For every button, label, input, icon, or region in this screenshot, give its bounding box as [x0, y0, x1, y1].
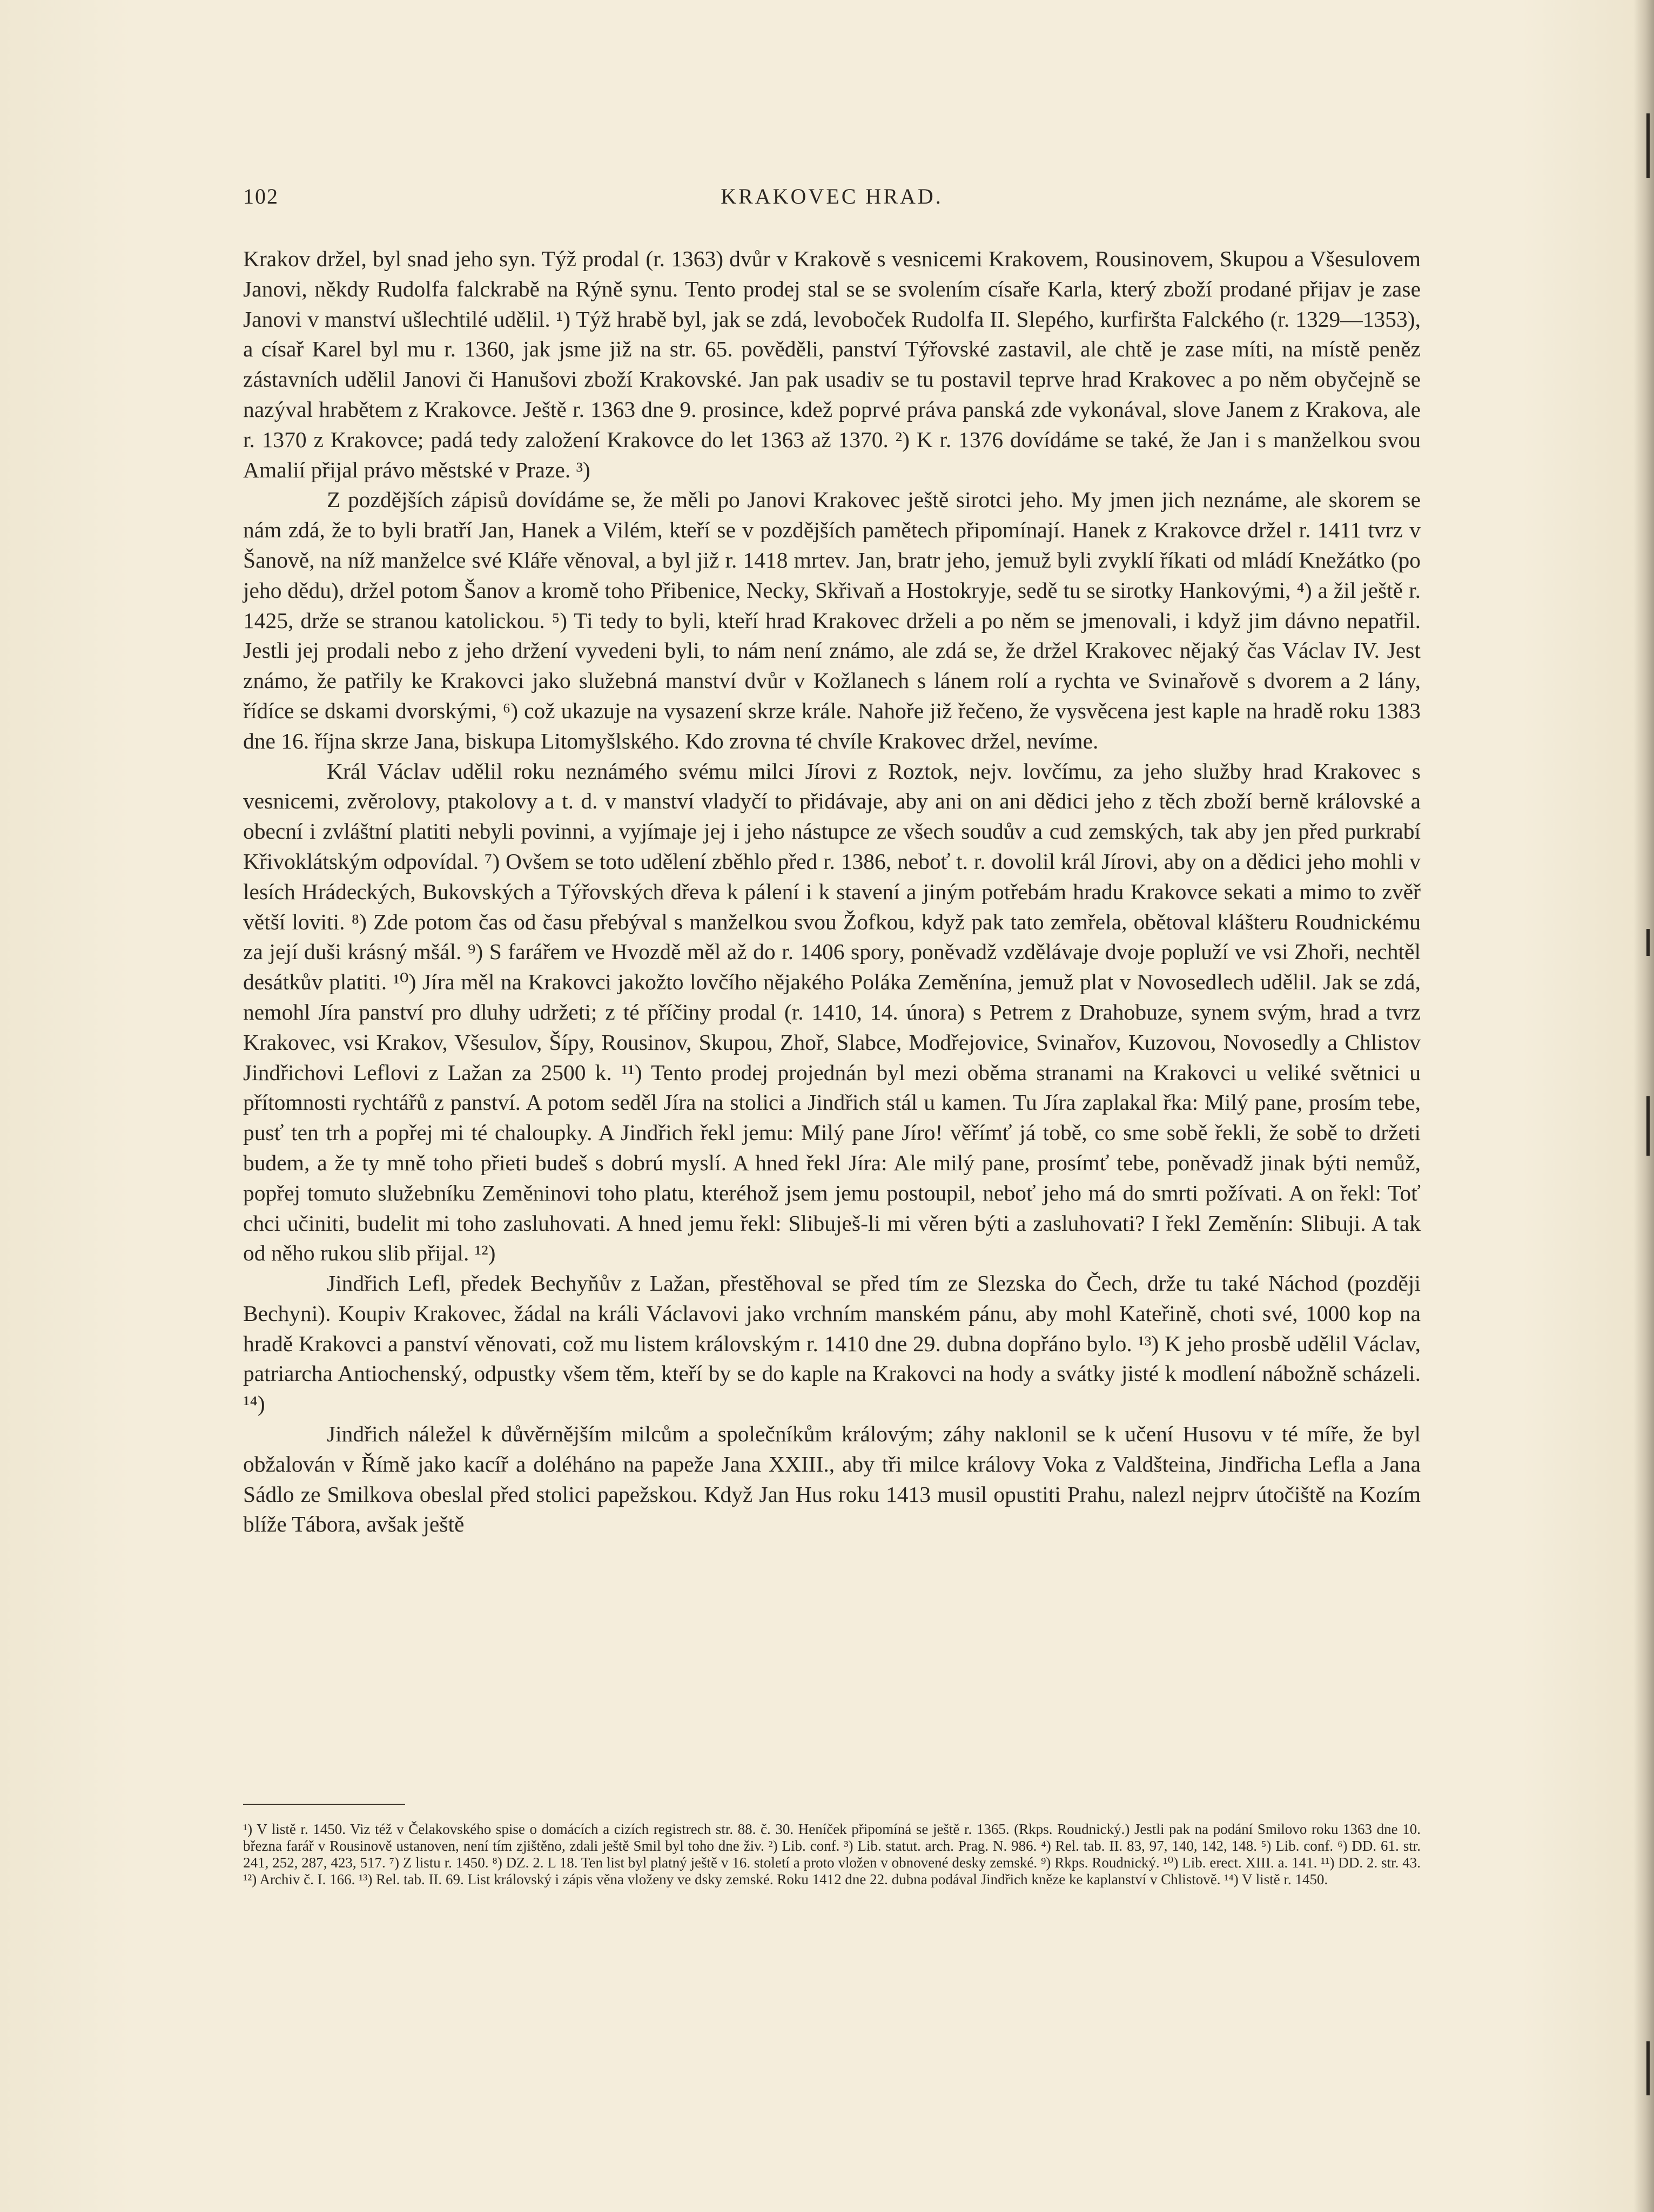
running-title: KRAKOVEC HRAD. — [721, 184, 943, 208]
footnote-divider — [243, 1804, 405, 1805]
edge-mark — [1646, 1096, 1650, 1156]
edge-mark — [1646, 929, 1650, 956]
body-text — [243, 244, 1421, 1540]
footnote-text: ¹) V listě r. 1450. Viz též v Čelakovského spise o domácích a cizích registrech str. 88. č. 30. Heníček připomíná se ještě r. 1365. (Rkps. Roudnický.) Jestli pak na podání Smilovo roku 1363 dne 10. března farář v Rousinově ustanoven, není tím zjištěno, zdali ještě Smil byl toho dne živ. ²) Lib. conf. ³) Lib. statut. arch. Prag. N. 986. ⁴) Rel. tab. II. 83, 97, 140, 142, 148. ⁵) Lib. conf. ⁶) DD. 61. str. 241, 252, 287, 423, 517. ⁷) Z listu r. 1450. ⁸) DZ. 2. L 18. Ten list byl platný ještě v 16. století a proto vložen v obnovené desky zemské. ⁹) Rkps. Roudnický. ¹⁰) Lib. erect. XIII. a. 141. ¹¹) DD. 2. str. 43. ¹²) Archiv č. I. 166. ¹³) Rel. tab. II. 69. List královský i zápis věna vloženy ve dsky zemské. Roku 1412 dne 22. dubna podával Jindřich kněze ke kaplanství v Chlistově. ¹⁴) V listě r. 1450. — [243, 1821, 1421, 1887]
page-edge-shadow — [1633, 0, 1654, 2212]
paragraph: Krakov držel, byl snad jeho syn. Týž prodal (r. 1363) dvůr v Krakově s vesnicemi Krakovem, Rousinovem, Skupou a Všesulovem Janovi, někdy Rudolfa falckrabě na Rýně synu. Tento prodej stal se se svolením císaře Karla, který zboží prodané přijav je zase Janovi v manství ušlechtilé udělil. ¹) Týž hrabě byl, jak se zdá, levoboček Rudolfa II. Slepého, kurfiršta Falckého (r. 1329—1353), a císař Karel byl mu r. 1360, jak jsme již na str. 65. pověděli, panství Týřovské zastavil, ale chtě je zase míti, na místě peněz zástavních udělil Janovi či Hanušovi zboží Krakovské. Jan pak usadiv se tu postavil teprve hrad Krakovec a po něm obyčejně se nazýval hrabětem z Krakovce. Ještě r. 1363 dne 9. prosince, kdež poprvé práva panská zde vykonával, slove Janem z Krakova, ale r. 1370 z Krakovce; padá tedy založení Krakovce do let 1363 až 1370. ²) K r. 1376 dovídáme se také, že Jan i s manželkou svou Amalií přijal právo městské v Praze. ³) — [243, 246, 1421, 482]
edge-mark — [1646, 113, 1650, 178]
paragraph: Jindřich náležel k důvěrnějším milcům a společníkům královým; záhy naklonil se k učení Husovu v té míře, že byl obžalován v Římě jako kacíř a doléháno na papeže Jana XXIII., aby tři milce královy Voka z Valdšteina, Jindřicha Lefla a Jana Sádlo ze Smilkova obeslal před stolici papežskou. Když Jan Hus roku 1413 musil opustiti Prahu, nalezl nejprv útočiště na Kozím blíže Tábora, avšak ještě — [243, 1421, 1421, 1537]
paragraph: Z pozdějších zápisů dovídáme se, že měli po Janovi Krakovec ještě sirotci jeho. My jmen jich neznáme, ale skorem se nám zdá, že to byli bratří Jan, Hanek a Vilém, kteří se v pozdějších pamětech připomínají. Hanek z Krakovce držel r. 1411 tvrz v Šanově, na níž manželce své Kláře věnoval, a byl již r. 1418 mrtev. Jan, bratr jeho, jemuž byli zvyklí říkati od mládí Knežátko (po jeho dědu), držel potom Šanov a kromě toho Přibenice, Necky, Skřivaň a Hostokryje, sedě tu se sirotky Hankovými, ⁴) a žil ještě r. 1425, drže se stranou katolickou. ⁵) Ti tedy to byli, kteří hrad Krakovec drželi a po něm se jmenovali, i když jim dávno nepatřil. Jestli jej prodali nebo z jeho držení vyvedeni byli, to nám není známo, ale zdá se, že držel Krakovec nějaký čas Václav IV. Jest známo, že patřily ke Krakovci jako služebná manství dvůr v Kožlanech s lánem rolí a rychta ve Svinařově s dvorem a 2 lány, řídíce se dskami dvorskými, ⁶) což ukazuje na vysazení skrze krále. Nahoře již řečeno, že vysvěcena jest kaple na hradě roku 1383 dne 16. října skrze Jana, biskupa Litomyšlského. Kdo zrovna té chvíle Krakovec držel, nevíme. — [243, 487, 1421, 753]
running-head — [243, 184, 1421, 216]
page-number: 102 — [243, 184, 279, 208]
footnotes — [243, 1821, 1421, 1888]
paragraph: Jindřich Lefl, předek Bechyňův z Lažan, přestěhoval se před tím ze Slezska do Čech, drže tu také Náchod (později Bechyni). Koupiv Krakovec, žádal na králi Václavovi jako vrchním manském pánu, aby mohl Kateřině, choti své, 1000 kop na hradě Krakovci a panství věnovati, což mu listem královským r. 1410 dne 29. dubna dopřáno bylo. ¹³) K jeho prosbě udělil Václav, patriarcha Antiochenský, odpustky všem těm, kteří by se do kaple na Krakovci na hody a svátky jisté k modlení nábožně scházeli. ¹⁴) — [243, 1271, 1421, 1417]
edge-mark — [1646, 2041, 1650, 2095]
paragraph: Král Václav udělil roku neznámého svému milci Jírovi z Roztok, nejv. lovčímu, za jeho služby hrad Krakovec s vesnicemi, zvěrolovy, ptakolovy a t. d. v manství vladyčí to přidávaje, aby ani on ani dědici jeho z těch zboží berně královské a obecní i zvláštní platiti nebyli povinni, a vyjímaje jej i jeho nástupce ze všech soudův a cud zemských, tak aby jen před purkrabí Křivoklátským odpovídal. ⁷) Ovšem se toto udělení zběhlo před r. 1386, neboť t. r. dovolil král Jírovi, aby on a dědici jeho mohli v lesích Hrádeckých, Bukovských a Týřovských dřeva k pálení i k stavení a jiným potřebám hradu Krakovce sekati a mimo to zvěř větší loviti. ⁸) Zde potom čas od času přebýval s manželkou svou Žofkou, když pak tato zemřela, obětoval klášteru Roudnickému za její duši krásný mšál. ⁹) S farářem ve Hvozdě měl až do r. 1406 spory, poněvadž vzdělávaje dvoje popluží ve vsi Zhoři, nechtěl desátkův platiti. ¹⁰) Jíra měl na Krakovci jakožto lovčího nějakého Poláka Zeměnína, jemuž plat v Novosedlech udělil. Jak se zdá, nemohl Jíra panství pro dluhy udržeti; z té příčiny prodal (r. 1410, 14. února) s Petrem z Drahobuze, synem svým, hrad a tvrz Krakovec, vsi Krakov, Všesulov, Šípy, Rousinov, Skupou, Zhoř, Slabce, Modřejovice, Svinařov, Kuzovou, Novosedly a Chlistov Jindřichovi Leflovi z Lažan za 2500 k. ¹¹) Tento prodej projednán byl mezi oběma stranami na Krakovci u veliké světnici u přítomnosti rychtářů z panství. A potom seděl Jíra na stolici a Jindřich stál u kamen. Tu Jíra zaplakal řka: Milý pane, prosím tebe, pusť ten trh a popřej mi té chaloupky. A Jindřich řekl jemu: Milý pane Jíro! věřímť já tobě, co sme sobě řekli, že sobě to držeti budem, a že ty mně toho přieti budeš s dobrú myslí. A hned řekl Jíra: Ale milý pane, prosímť tebe, poněvadž jinak býti nemůž, popřej tomuto služebníku Zeměninovi toho platu, kteréhož jsem jemu postoupil, neboť jeho má do smrti požívati. A on řekl: Toť chci učiniti, budelit mi toho zasluhovati. A hned jemu řekl: Slibuješ-li mi věren býti a zasluhovati? I řekl Zeměnín: Slibuji. A tak od něho rukou slib přijal. ¹²) — [243, 758, 1421, 1266]
